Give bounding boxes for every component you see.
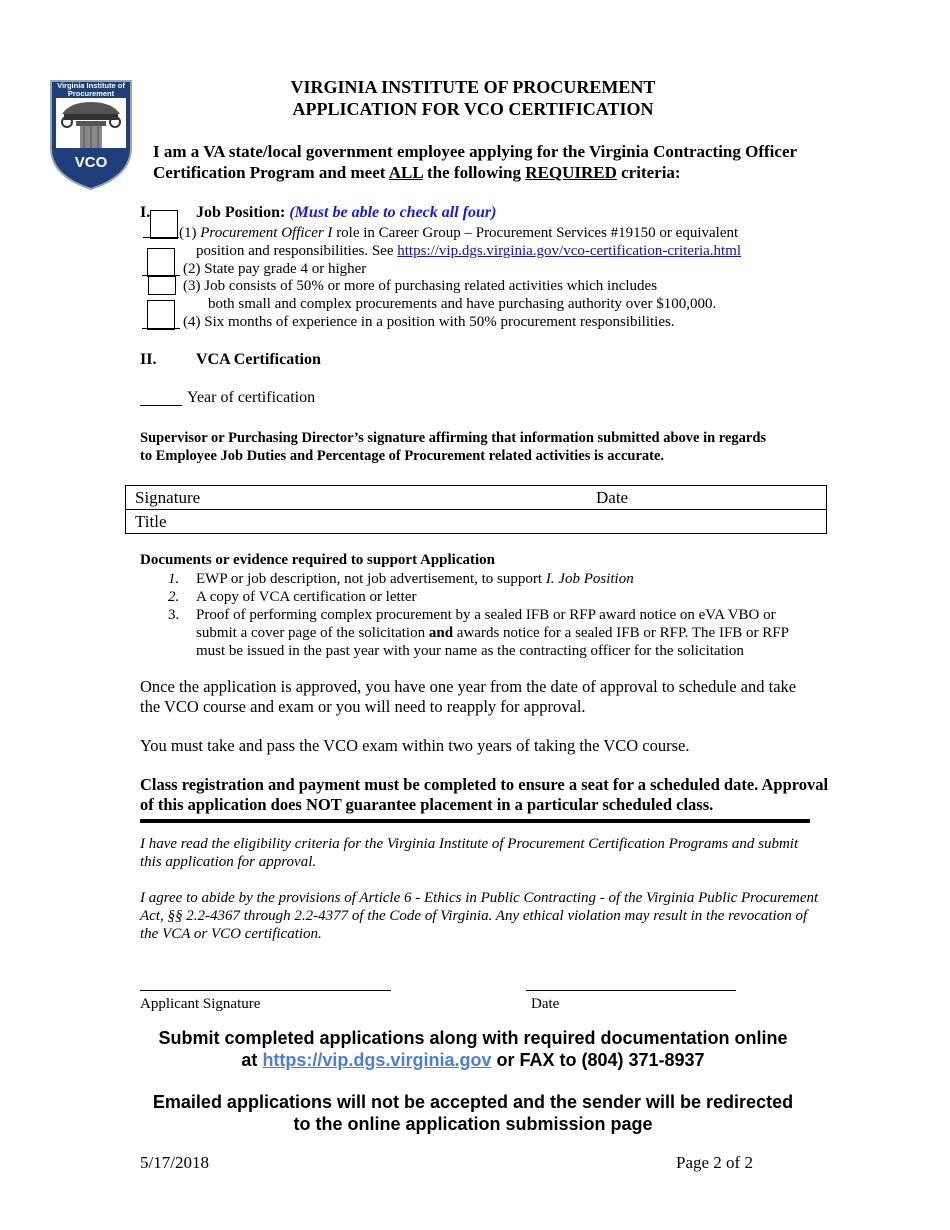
intro-statement: I am a VA state/local government employee applying for the Virginia Contracting Officer Certification Program and meet ALL the following REQUIRED criteria: bbox=[153, 142, 797, 182]
checkbox-criterion-1[interactable] bbox=[150, 210, 178, 239]
title-row[interactable] bbox=[126, 509, 826, 533]
doc-item-1: EWP or job description, not job advertisement, to support I. Job Position bbox=[196, 571, 634, 587]
supervisor-signature-table bbox=[125, 485, 827, 534]
signature-label: Signature bbox=[135, 488, 201, 507]
section2-num: II. bbox=[140, 351, 157, 368]
applicant-signature-label: Applicant Signature bbox=[140, 996, 261, 1012]
vco-criteria-link[interactable]: https://vip.dgs.virginia.gov/vco-certification-criteria.html bbox=[397, 243, 742, 259]
criterion-1-line2: position and responsibilities. See https://vip.dgs.virginia.gov/vco-certification-criteria.html bbox=[196, 243, 742, 259]
submit-line1: Submit completed applications along with required documentation online bbox=[158, 1028, 788, 1048]
footer-date: 5/17/2018 bbox=[140, 1153, 209, 1172]
vip-logo bbox=[50, 80, 132, 190]
applicant-date-line[interactable] bbox=[526, 990, 736, 991]
criterion-4: (4) Six months of experience in a position with 50% procurement responsibilities. bbox=[183, 314, 675, 330]
vca-year-label: Year of certification bbox=[187, 389, 316, 406]
emailed-line1: Emailed applications will not be accepted and the sender will be redirected bbox=[152, 1092, 794, 1112]
doc-num-1: 1. bbox=[168, 571, 180, 587]
section1-num: I. bbox=[140, 204, 151, 221]
doc-item-2: A copy of VCA certification or letter bbox=[196, 589, 417, 605]
exam-paragraph: You must take and pass the VCO exam within two years of taking the VCO course. bbox=[140, 736, 690, 755]
vip-portal-link[interactable]: https://vip.dgs.virginia.gov bbox=[262, 1050, 492, 1070]
documents-heading: Documents or evidence required to support Application bbox=[140, 552, 496, 568]
section2-heading: VCA Certification bbox=[196, 351, 321, 368]
footer-page: Page 2 of 2 bbox=[676, 1153, 753, 1172]
registration-paragraph: Class registration and payment must be completed to ensure a seat for a scheduled date. Approval of this application does NOT guarantee placement in a particular scheduled class. bbox=[140, 775, 829, 814]
logo-top-text: Virginia Institute of Procurement bbox=[57, 81, 125, 98]
criterion-3: (3) Job consists of 50% or more of purchasing related activities which includes bbox=[183, 278, 658, 294]
logo-badge-text: VCO bbox=[74, 154, 108, 171]
title-label: Title bbox=[135, 512, 167, 531]
emailed-line2: to the online application submission page bbox=[293, 1114, 653, 1134]
signature-row[interactable] bbox=[126, 486, 826, 509]
divider bbox=[140, 819, 810, 823]
doc-item-3: Proof of performing complex procurement by a sealed IFB or RFP award notice on eVA VBO or submit a cover page of the solicitation and awards notice for a sealed IFB or RFP. The IFB or RFP must be issued in the past year with your name as the contracting officer for the solicitation bbox=[196, 607, 789, 659]
doc-num-2: 2. bbox=[168, 589, 180, 605]
date-label: Date bbox=[596, 488, 629, 507]
agreement-eligibility: I have read the eligibility criteria for the Virginia Institute of Procurement Certification Programs and submit this application for approval. bbox=[140, 836, 799, 870]
criterion-1: (1) Procurement Officer I role in Career Group – Procurement Services #19150 or equivalent bbox=[179, 225, 739, 241]
checkbox-criterion-4[interactable] bbox=[147, 300, 175, 330]
section1-heading: Job Position: (Must be able to check all four) bbox=[196, 204, 497, 221]
vca-year-input[interactable] bbox=[140, 405, 182, 406]
criterion-3-line2: both small and complex procurements and have purchasing authority over $100,000. bbox=[208, 296, 717, 312]
applicant-signature-line[interactable] bbox=[140, 990, 391, 991]
header-line2: APPLICATION FOR VCO CERTIFICATION bbox=[292, 99, 654, 119]
doc-num-3: 3. bbox=[168, 607, 180, 623]
header-line1: VIRGINIA INSTITUTE OF PROCUREMENT bbox=[290, 77, 656, 97]
checkbox-criterion-3[interactable] bbox=[148, 276, 176, 295]
supervisor-statement: Supervisor or Purchasing Director’s signature affirming that information submitted above in regards to Employee Job Duties and Percentage of Procurement related activities is accurate. bbox=[140, 430, 767, 464]
submit-line2: at https://vip.dgs.virginia.gov or FAX to (804) 371-8937 bbox=[241, 1050, 705, 1070]
applicant-date-label: Date bbox=[531, 996, 560, 1012]
approval-paragraph: Once the application is approved, you have one year from the date of approval to schedule and take the VCO course and exam or you will need to reapply for approval. bbox=[140, 677, 797, 716]
section1-note: (Must be able to check all four) bbox=[289, 204, 497, 221]
criterion-2: (2) State pay grade 4 or higher bbox=[183, 261, 367, 277]
checkbox-criterion-2[interactable] bbox=[147, 248, 175, 277]
agreement-ethics: I agree to abide by the provisions of Article 6 - Ethics in Public Contracting - of the Virginia Public Procurement Act, §§ 2.2-4367 through 2.2-4377 of the Code of Virginia. Any ethical violation may result in the revocation of the VCA or VCO certification. bbox=[140, 890, 819, 942]
